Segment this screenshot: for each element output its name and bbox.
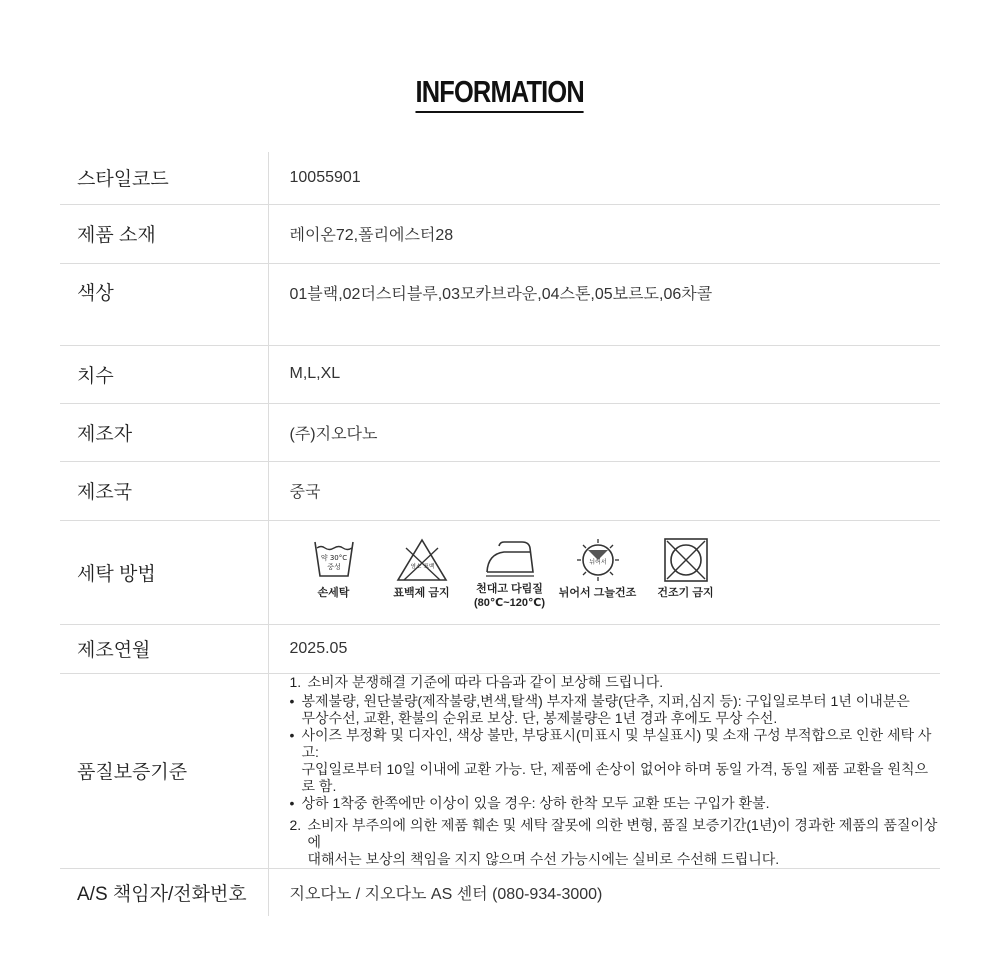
bleach-bleach-text: 표백 — [423, 564, 434, 570]
care-icons — [290, 534, 941, 610]
rule-text: 소비자 부주의에 의한 제품 훼손 및 세탁 잘못에 의한 변형, 품질 보증기간(1년)이 경과한 제품의 품질이상에 — [307, 816, 938, 850]
care-caption: 손세탁 — [317, 587, 350, 599]
product-info-table — [60, 152, 940, 916]
material-value: 레이온72,폴리에스터28 — [268, 204, 940, 263]
row-label: A/S 책임자/전화번호 — [60, 868, 268, 916]
care-item-hand-wash — [290, 538, 378, 610]
table-row — [60, 520, 940, 624]
row-label: 제조연월 — [60, 624, 268, 673]
table-row — [60, 263, 940, 345]
bullet-line: 구입일로부터 10일 이내에 교환 가능. 단, 제품에 손상이 없어야 하며 동일 가격, 동일 제품 교환을 원칙으로 함. — [301, 760, 929, 794]
row-label: 품질보증기준 — [60, 673, 268, 868]
warranty-bullets — [290, 693, 941, 812]
row-label: 색상 — [60, 263, 268, 345]
info-title-wrap — [0, 74, 1000, 113]
care-item-iron — [466, 538, 554, 610]
list-item — [290, 674, 941, 812]
bullet-line: 무상수선, 교환, 환불의 순위로 보상. 단, 봉제불량은 1년 경과 후에도 무상 수선. — [301, 709, 778, 726]
country-value: 중국 — [268, 461, 940, 520]
care-caption: 건조기 금지 — [657, 587, 714, 599]
iron-caption-line1: 천대고 다림질 — [476, 583, 543, 595]
table-row — [60, 345, 940, 403]
no-tumble-dry-icon — [663, 538, 709, 582]
table-row — [60, 403, 940, 461]
list-number: 1. — [289, 673, 302, 690]
list-item — [290, 693, 941, 727]
care-caption: 뉘어서 그늘건조 — [558, 587, 637, 599]
table-row — [60, 673, 940, 868]
list-item — [290, 727, 941, 795]
no-bleach-icon — [396, 538, 448, 582]
row-label: 제품 소재 — [60, 204, 268, 263]
row-label: 세탁 방법 — [60, 520, 268, 624]
hand-wash-temp: 약 30°C — [320, 554, 347, 562]
iron-icon — [482, 538, 538, 578]
bullet-line: • 봉제불량, 원단불량(제작불량,변색,탈색) 부자재 불량(단추, 지퍼,심지 등): 구입일로부터 1년 이내분은 — [301, 692, 910, 709]
table-row — [60, 868, 940, 916]
color-value: 01블랙,02더스티블루,03모카브라운,04스톤,05보르도,06차콜 — [268, 263, 940, 345]
care-caption — [474, 582, 545, 610]
table-row — [60, 624, 940, 673]
list-number: 2. — [289, 816, 302, 833]
bleach-chlorine-text: 염소 — [410, 564, 421, 570]
row-label: 제조자 — [60, 403, 268, 461]
as-value: 지오다노 / 지오다노 AS 센터 (080-934-3000) — [289, 885, 603, 903]
table-row — [60, 461, 940, 520]
rule-text: 소비자 분쟁해결 기준에 따라 다음과 같이 보상해 드립니다. — [307, 673, 664, 690]
row-label: 스타일코드 — [60, 152, 268, 204]
table-row — [60, 152, 940, 204]
dry-shade-text: 뉘어서 — [588, 559, 607, 566]
date-value: 2025.05 — [268, 624, 940, 673]
style-code-value: 10055901 — [268, 152, 940, 204]
care-item-no-tumble-dry — [642, 538, 730, 610]
rule-text: 대해서는 보상의 책임을 지지 않으며 수선 가능시에는 실비로 수선해 드립니다. — [307, 850, 780, 867]
page-title: INFORMATION — [416, 74, 584, 113]
bullet-line: • 상하 1착중 한쪽에만 이상이 있을 경우: 상하 한착 모두 교환 또는 구입가 환불. — [301, 794, 770, 811]
row-label: 제조국 — [60, 461, 268, 520]
list-item — [290, 817, 941, 868]
dry-shade-icon — [574, 538, 622, 582]
row-label: 치수 — [60, 345, 268, 403]
warranty-value — [268, 673, 940, 868]
manufacturer-value: (주)지오다노 — [268, 403, 940, 461]
care-item-dry-shade — [554, 538, 642, 610]
hand-wash-detergent: 중성 — [326, 563, 341, 571]
hand-wash-icon — [312, 538, 356, 582]
iron-caption-line2: (80℃~120℃) — [474, 597, 545, 609]
care-item-no-bleach — [378, 538, 466, 610]
size-value: M,L,XL — [268, 345, 940, 403]
warranty-rules — [290, 674, 941, 868]
list-item — [290, 795, 941, 812]
care-caption: 표백제 금지 — [393, 587, 450, 599]
bullet-line: • 사이즈 부정확 및 디자인, 색상 불만, 부당표시(미표시 및 부실표시) 및 소재 구성 부적합으로 인한 세탁 사고: — [301, 726, 932, 760]
table-row — [60, 204, 940, 263]
care-icons-cell — [268, 520, 940, 624]
